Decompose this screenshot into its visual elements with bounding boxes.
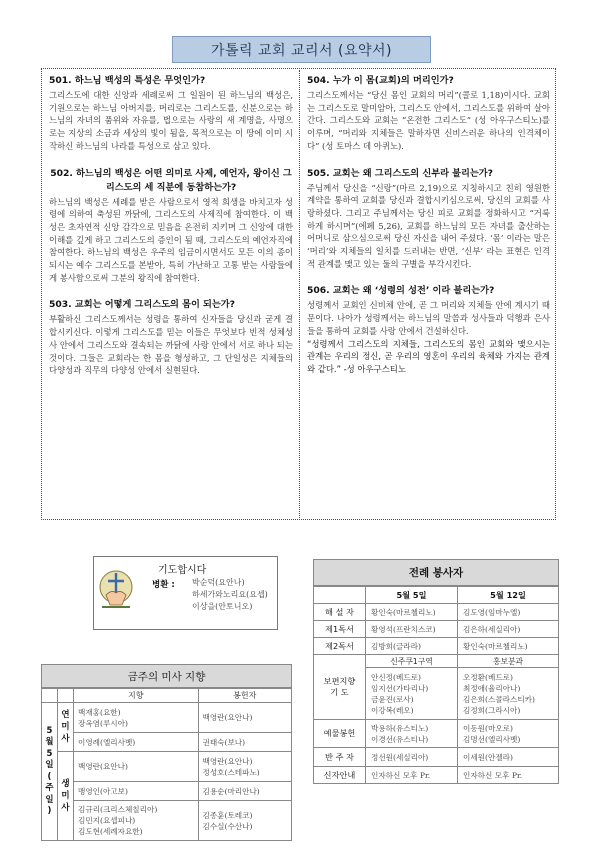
mass-type-living: 생 미 사: [58, 752, 74, 841]
server-name: 안신정(베드로) 임지선(가타리나) 금윤진(로사) 이강복(레오): [366, 668, 458, 720]
servers-date: 5월 12일: [458, 587, 559, 604]
question-body: 성령께서 교회인 신비체 안에, 곧 그 머리와 지체들 안에 계시기 때문이다. 나아가 성령께서는 하느님의 말씀과 성사들과 덕행과 은사들을 통하여 교회를 사랑 안에서 건설하신다.: [307, 300, 550, 336]
question-quote: “성령께서 그리스도의 지체들, 그리스도의 몸인 교회와 맺으시는 관계는 우리의 정신, 곧 우리의 영혼이 우리의 육체와 가지는 관계와 같다.” -성 아우구스티노: [307, 338, 550, 374]
prayer-title: 기도합시다: [158, 565, 207, 576]
catechism-right-column: [307, 74, 550, 386]
servers-table: [313, 586, 559, 784]
question-body: 하느님의 백성은 세례를 받은 사람으로서 영적 희생을 바치고자 성령에 의하여 축성된 까닭에, 그리스도의 사제직에 참여한다. 이 백성은 초자연적 신앙 감각으로 믿음을 온전히 지키며 그 신앙에 대한 이해를 깊게 하고 그리스도의 증인이 됨 때, 그리스도의 예언자직에 참여한다. 하느님의 백성은 우주의 임금이시면서도 모든 이의 종이 되시는 예수 그리스도를 본받아, 특히 가난하고 고통 받는 사람들에게 봉사함으로써 그분의 왕직에 참여한다.: [49, 196, 293, 283]
mass-header-blank: [42, 689, 58, 703]
prayer-label: 병환 :: [152, 580, 175, 590]
catechism-left-column: [49, 74, 293, 387]
prayer-name: 이상을(안토니오): [192, 602, 253, 611]
question-body: 부활하신 그리스도께서는 성령을 통하여 신자들을 당신과 굳게 결합시키신다. 이렇게 그리스도를 믿는 이들은 무엇보다 빈적 성체성사 안에서 그리스도와 결속되는 까닭에 사랑 안에서 서로 하나 되는 것이다. 그들은 교회라는 한 몸을 형성하고, 그 단일성은 지체들의 다양성과 직무의 다양성 안에서 실현된다.: [49, 314, 293, 376]
mass-donor: 백영란(요안나) 정성호(스테파노): [198, 752, 292, 782]
server-role: 보편지향 기 도: [314, 655, 366, 720]
mass-type-memorial: 연 미 사: [58, 703, 74, 752]
question-body: 주님께서 당신을 “신랑”(마르 2,19)으로 지칭하시고 친히 영원한 계약을 통하여 교회를 당신과 결합시키심으로써, 당신의 교회를 사랑하셨다. 그리고 주님께서는 당신 피로 교회를 정화하시고 “거룩하게 하시며”(에페 5,26), 교회를 하느님의 모든 자녀를 출산하는 어머니로 삼으심으로써 당신 자신을 내어 주셨다. ‘몸’ 이라는 말은 ‘머리’와 지체들의 일치를 드러내는 반면, ‘신부’ 라는 표현은 인격적 관계를 맺고 있는 둘의 구별을 부각시킨다.: [307, 182, 550, 269]
mass-header-intent: 지향: [74, 689, 199, 703]
question-title: 505. 교회는 왜 그리스도의 신부라 불리는가?: [307, 167, 493, 179]
question-505: [307, 167, 550, 271]
question-502: [49, 167, 293, 285]
servers-header-blank: [314, 587, 366, 604]
server-name: 김은하(세실리아): [458, 621, 559, 638]
server-name: 박용하(유스티노) 이경선(유스티나): [366, 720, 458, 748]
mass-header-donor: 봉헌자: [198, 689, 292, 703]
mass-title: 금주의 미사 지향: [41, 664, 292, 688]
question-body: 그리스도께서는 “당신 몸인 교회의 머리”(콜로 1,18)이시다. 교회는 그리스도로 말미암아, 그리스도 안에서, 그리스도를 위하여 살아간다. 그리스도와 교회는 “온전한 그리스도” (성 아우구스티노)를 이루며, “머리와 지체들은 말하자면 신비스러운 하나의 인격체이다” (성 토마스 데 아퀴노).: [307, 90, 550, 151]
servers-date: 5월 5일: [366, 587, 458, 604]
question-504: [307, 74, 550, 153]
server-name: 정선원(세실리아): [366, 748, 458, 767]
mass-donor: 권태숙(보나): [198, 733, 292, 752]
server-area: 신주쿠1구역: [366, 655, 458, 668]
server-name: 인자하신 모후 Pr.: [458, 767, 559, 784]
question-title: 501. 하느님 백성의 특성은 무엇인가?: [49, 75, 206, 86]
mass-donor: 김종훈(토레코) 김수실(수산나): [198, 801, 292, 841]
server-name: 황영석(프란치스코): [366, 621, 458, 638]
mass-intent: 김규리(크리스체칠리아) 김민지(요셉피나) 김도현(세례자요한): [74, 801, 199, 841]
mass-intent: 맹영인(아고보): [74, 782, 199, 801]
mass-donor: 백영란(요안나): [198, 703, 292, 733]
server-name: 황인숙(마르첼리노): [366, 604, 458, 621]
column-divider: [299, 70, 300, 518]
question-501: [49, 74, 293, 153]
mass-intent: 백영란(요안나): [74, 752, 199, 782]
praying-hands-icon: [96, 565, 136, 611]
prayer-names: [192, 577, 268, 613]
server-name: 이세원(안젤라): [458, 748, 559, 767]
mass-intent: 백재홍(요한) 장옥염(루시아): [74, 703, 199, 733]
server-name: 이동원(마오로) 김명선(엘리사벳): [458, 720, 559, 748]
servers-title: 전례 봉사자: [313, 559, 559, 586]
question-503: [49, 298, 293, 377]
question-title: 504. 누가 이 몸(교회)의 머리인가?: [307, 75, 454, 86]
prayer-name: 하세가와노리요(요셉): [192, 590, 268, 599]
mass-date: 5 월 5 일 ( 주 일 ): [42, 703, 58, 841]
server-name: 김방희(글라라): [366, 638, 458, 655]
mass-header-blank: [58, 689, 74, 703]
mass-table: [41, 688, 292, 841]
server-role: 신자안내: [314, 767, 366, 784]
server-name: 오정환(베드로) 최정애(율리아나) 김은희(스콜라스티카) 김정희(그라시아): [458, 668, 559, 720]
server-area: 홍보분과: [458, 655, 559, 668]
question-506: [307, 284, 550, 375]
prayer-box: [93, 556, 278, 630]
server-role: 반 주 자: [314, 748, 366, 767]
question-body: 그리스도에 대한 신앙과 세례로써 그 일원이 된 하느님의 백성은, 기원으로는 하느님 아버지를, 머리로는 그리스도를, 신분으로는 하느님의 자녀의 품위와 자유를, 법으로는 사랑의 새 계명을, 사명으로는 지상의 소금과 세상의 빛이 됨을, 목적으로는 이 땅에 이미 시작하신 하느님의 나라를 특성으로 삼고 있다.: [49, 90, 293, 151]
server-name: 황인숙(마르첼리노): [458, 638, 559, 655]
page-title: 가톨릭 교회 교리서 (요약서): [172, 36, 431, 63]
mass-intent: 이영례(엘리사벳): [74, 733, 199, 752]
server-role: 해 설 자: [314, 604, 366, 621]
question-title: 503. 교회는 어떻게 그리스도의 몸이 되는가?: [49, 299, 235, 311]
server-name: 김도영(임마누엘): [458, 604, 559, 621]
prayer-name: 박순덕(요안나): [192, 578, 245, 587]
server-role: 예물봉헌: [314, 720, 366, 748]
mass-donor: 김용순(마리안나): [198, 782, 292, 801]
server-role: 제1독서: [314, 621, 366, 638]
server-role: 제2독서: [314, 638, 366, 655]
question-title: 502. 하느님의 백성은 어떤 의미로 사제, 예언자, 왕이신 그리스도의 세 직분에 동참하는가?: [50, 167, 292, 193]
server-name: 인자하신 모후 Pr.: [366, 767, 458, 784]
question-title: 506. 교회는 왜 ‘성령의 성전’ 이라 불리는가?: [307, 285, 495, 297]
